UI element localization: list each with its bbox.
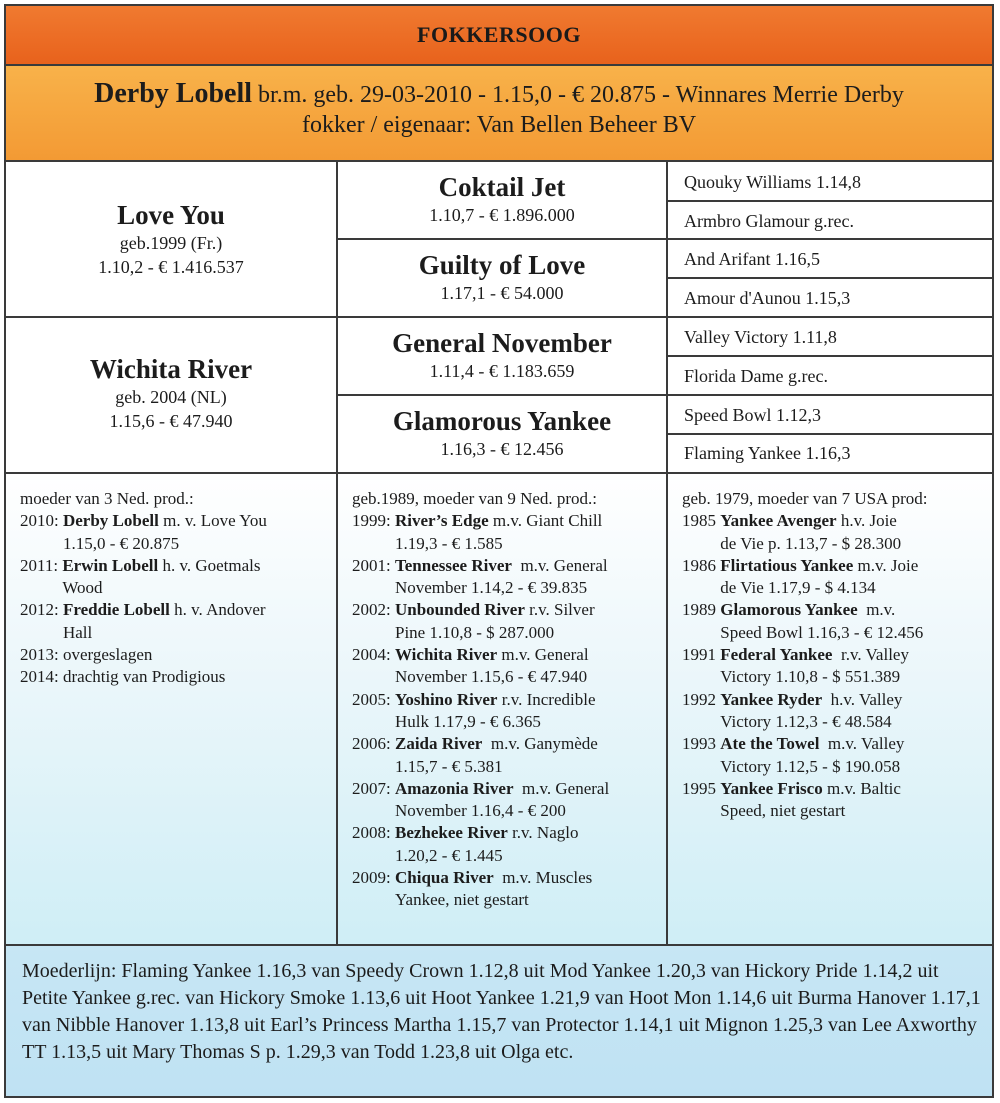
gen3-item: And Arifant 1.16,5 [684, 249, 820, 269]
offspring-name: Yankee Frisco [720, 778, 823, 798]
offspring-details: m.v. Baltic [822, 778, 901, 798]
offspring-name: Glamorous Yankee [720, 600, 858, 620]
offspring-continuation: Yankee, niet gestart [394, 890, 529, 910]
offspring-text [720, 733, 988, 778]
dam-sire-name: General November [392, 328, 612, 358]
offspring-details: drachtig van Prodigious [62, 667, 226, 687]
offspring-continuation: 1.15,0 - € 20.875 [62, 533, 180, 553]
offspring-item [352, 555, 660, 600]
offspring-text [395, 599, 660, 644]
sire-name: Love You [117, 200, 225, 230]
offspring-continuation: November 1.15,6 - € 47.940 [394, 667, 588, 687]
sire-dam-name: Guilty of Love [418, 250, 586, 280]
horse-header [6, 66, 992, 162]
offspring-item [20, 666, 330, 688]
offspring-text [395, 689, 660, 734]
sire-dam-record: 1.17,1 - € 54.000 [440, 283, 564, 303]
dam-dam-cell [338, 406, 666, 461]
offspring-year: 2005: [352, 689, 395, 709]
offspring-item [682, 555, 988, 600]
offspring-continuation: Pine 1.10,8 - $ 287.000 [394, 622, 555, 642]
offspring-year: 1993 [682, 734, 721, 754]
offspring-item [352, 599, 660, 644]
offspring-continuation: 1.15,7 - € 5.381 [394, 756, 503, 776]
offspring-text [63, 666, 330, 688]
offspring-name: Erwin Lobell [62, 555, 159, 575]
dam-dam-record: 1.16,3 - € 12.456 [440, 439, 564, 459]
offspring-details: overgeslagen [62, 645, 153, 665]
horse-details: br.m. geb. 29-03-2010 - 1.15,0 - € 20.875 - Winnares Merrie Derby [258, 82, 904, 108]
dam-cell [6, 354, 336, 433]
offspring-name: Federal Yankee [720, 645, 833, 665]
offspring-year: 1995 [682, 778, 721, 798]
offspring-year: 2009: [352, 868, 395, 888]
offspring-name: Unbounded River [394, 600, 525, 620]
offspring-text [63, 599, 330, 644]
offspring-text [62, 555, 330, 600]
list-intro: geb.1989, moeder van 9 Ned. prod.: [352, 489, 598, 508]
offspring-text [63, 644, 330, 666]
offspring-details: m. v. Love You [158, 511, 267, 531]
offspring-item [682, 733, 988, 778]
offspring-text [63, 510, 330, 555]
offspring-continuation: Victory 1.12,5 - $ 190.058 [720, 756, 901, 776]
offspring-year: 2004: [352, 645, 395, 665]
dam-record: 1.15,6 - € 47.940 [109, 411, 233, 431]
offspring-name: Zaida River [394, 734, 483, 754]
offspring-year: 2010: [20, 511, 63, 531]
offspring-year: 1992 [682, 689, 721, 709]
offspring-year: 2012: [20, 600, 63, 620]
list-intro: moeder van 3 Ned. prod.: [20, 489, 194, 508]
horse-line [6, 78, 992, 110]
offspring-text [395, 644, 660, 689]
offspring-text [395, 778, 660, 823]
offspring-item [682, 644, 988, 689]
offspring-year: 2002: [352, 600, 395, 620]
offspring-details: m.v. Giant Chill [488, 511, 603, 531]
offspring-continuation: Speed, niet gestart [720, 801, 846, 821]
offspring-name: Flirtatious Yankee [720, 555, 854, 575]
gen3-item: Amour d'Aunou 1.15,3 [684, 288, 851, 308]
offspring-text [720, 510, 988, 555]
offspring-name: Freddie Lobell [62, 600, 170, 620]
offspring-text [720, 555, 988, 600]
offspring-year: 2006: [352, 734, 395, 754]
offspring-year: 2001: [352, 555, 395, 575]
offspring-details: r.v. Incredible [497, 689, 596, 709]
gen3-item: Valley Victory 1.11,8 [684, 327, 837, 347]
dam-birth: geb. 2004 (NL) [115, 387, 227, 407]
offspring-name: Bezhekee River [394, 823, 508, 843]
offspring-details: m.v. General [497, 645, 589, 665]
offspring-name: Derby Lobell [62, 511, 159, 531]
offspring-text [395, 867, 660, 912]
banner-title: FOKKERSOOG [417, 22, 581, 47]
offspring-continuation: Hall [62, 622, 93, 642]
sire-sire-name: Coktail Jet [438, 172, 566, 202]
dam-dam-name: Glamorous Yankee [392, 406, 612, 436]
offspring-item [352, 822, 660, 867]
offspring-item [352, 510, 660, 555]
great-granddam-offspring-list [682, 488, 988, 822]
pedigree-table [6, 162, 992, 474]
list-intro: geb. 1979, moeder van 7 USA prod: [682, 489, 928, 508]
offspring-item [682, 599, 988, 644]
offspring-details: r.v. Silver [524, 600, 595, 620]
offspring-continuation: November 1.14,2 - € 39.835 [394, 578, 588, 598]
offspring-item [682, 510, 988, 555]
offspring-year: 1991 [682, 645, 721, 665]
offspring-year: 1986 [682, 555, 721, 575]
offspring-item [682, 778, 988, 823]
offspring-year: 1985 [682, 511, 721, 531]
sire-birth: geb.1999 (Fr.) [119, 233, 223, 253]
offspring-name: Yankee Ryder [720, 689, 823, 709]
offspring-continuation: de Vie p. 1.13,7 - $ 28.300 [720, 533, 902, 553]
dam-offspring-list [20, 488, 330, 689]
offspring-year: 1989 [682, 600, 721, 620]
gen3-item: Florida Dame g.rec. [684, 366, 828, 386]
offspring-name: Chiqua River [394, 868, 494, 888]
offspring-details: h.v. Valley [822, 689, 903, 709]
offspring-details: m.v. Joie [853, 555, 919, 575]
offspring-details: m.v. Ganymède [482, 734, 598, 754]
offspring-details: h. v. Goetmals [158, 555, 261, 575]
banner [6, 6, 992, 66]
gen3-item: Speed Bowl 1.12,3 [684, 405, 821, 425]
offspring-year: 2013: [20, 645, 63, 665]
offspring-continuation: Speed Bowl 1.16,3 - € 12.456 [720, 622, 924, 642]
sire-sire-cell [338, 172, 666, 227]
horse-breeder: fokker / eigenaar: Van Bellen Beheer BV [301, 112, 697, 138]
offspring-details: r.v. Valley [832, 645, 909, 665]
offspring-details: h. v. Andover [169, 600, 266, 620]
sire-cell [6, 200, 336, 279]
gen3-item: Armbro Glamour g.rec. [684, 211, 854, 231]
offspring-details: m.v. Muscles [493, 868, 593, 888]
offspring-item [682, 689, 988, 734]
offspring-name: Tennessee River [394, 555, 512, 575]
offspring-year: 1999: [352, 511, 395, 531]
offspring-details: m.v. General [511, 555, 608, 575]
document [4, 4, 994, 1098]
offspring-name: Wichita River [394, 645, 498, 665]
offspring-details: m.v. Valley [819, 734, 905, 754]
granddam-offspring-list [352, 488, 660, 912]
offspring-continuation: 1.20,2 - € 1.445 [394, 845, 503, 865]
sire-record: 1.10,2 - € 1.416.537 [98, 257, 244, 277]
offspring-item [20, 510, 330, 555]
offspring-continuation: Victory 1.10,8 - $ 551.389 [720, 667, 901, 687]
offspring-continuation: Victory 1.12,3 - € 48.584 [720, 711, 892, 731]
sire-sire-record: 1.10,7 - € 1.896.000 [429, 205, 575, 225]
offspring-item [352, 689, 660, 734]
offspring-continuation: de Vie 1.17,9 - $ 4.134 [720, 578, 876, 598]
offspring-text [395, 733, 660, 778]
offspring-continuation: November 1.16,4 - € 200 [394, 801, 566, 821]
offspring-continuation: 1.19,3 - € 1.585 [394, 533, 503, 553]
offspring-name: Ate the Towel [720, 734, 820, 754]
offspring-details: r.v. Naglo [507, 823, 579, 843]
offspring-name: River’s Edge [394, 511, 489, 531]
offspring-section [6, 474, 992, 946]
female-line-text: Moederlijn: Flaming Yankee 1.16,3 van Speedy Crown 1.12,8 uit Mod Yankee 1.20,3 van Hickory Pride 1.14,2 uit Petite Yankee g.rec. van Hickory Smoke 1.13,6 uit Hoot Yankee 1.21,9 van Hoot Mon 1.14,6 uit Burma Hanover 1.17,1 van Nibble Hanover 1.13,8 uit Earl’s Princess Martha 1.15,7 van Protector 1.14,1 uit Mignon 1.25,3 van Lee Axworthy TT 1.13,5 uit Mary Thomas S p. 1.29,3 van Todd 1.23,8 uit Olga etc. [22, 960, 981, 1063]
offspring-item [20, 599, 330, 644]
dam-sire-cell [338, 328, 666, 383]
offspring-text [720, 644, 988, 689]
offspring-continuation: Hulk 1.17,9 - € 6.365 [394, 711, 541, 731]
offspring-item [352, 733, 660, 778]
female-line-section [6, 946, 992, 1096]
dam-name: Wichita River [89, 354, 253, 384]
offspring-year: 2007: [352, 778, 395, 798]
gen3-item: Flaming Yankee 1.16,3 [684, 443, 851, 463]
offspring-text [720, 599, 988, 644]
sire-dam-cell [338, 250, 666, 305]
offspring-year: 2011: [20, 555, 63, 575]
offspring-details: m.v. [857, 600, 896, 620]
offspring-details: h.v. Joie [836, 511, 897, 531]
offspring-name: Yoshino River [394, 689, 498, 709]
offspring-text [720, 778, 988, 823]
offspring-details: m.v. General [513, 778, 610, 798]
offspring-item [20, 644, 330, 666]
dam-sire-record: 1.11,4 - € 1.183.659 [429, 361, 575, 381]
offspring-text [395, 555, 660, 600]
offspring-item [352, 778, 660, 823]
offspring-continuation: Wood [62, 578, 103, 598]
offspring-text [720, 689, 988, 734]
offspring-text [395, 822, 660, 867]
offspring-item [20, 555, 330, 600]
offspring-year: 2008: [352, 823, 395, 843]
offspring-item [352, 867, 660, 912]
offspring-item [352, 644, 660, 689]
gen3-item: Quouky Williams 1.14,8 [684, 172, 861, 192]
offspring-name: Amazonia River [394, 778, 514, 798]
offspring-name: Yankee Avenger [720, 511, 837, 531]
offspring-text [395, 510, 660, 555]
offspring-year: 2014: [20, 667, 63, 687]
horse-name: Derby Lobell [94, 78, 253, 109]
